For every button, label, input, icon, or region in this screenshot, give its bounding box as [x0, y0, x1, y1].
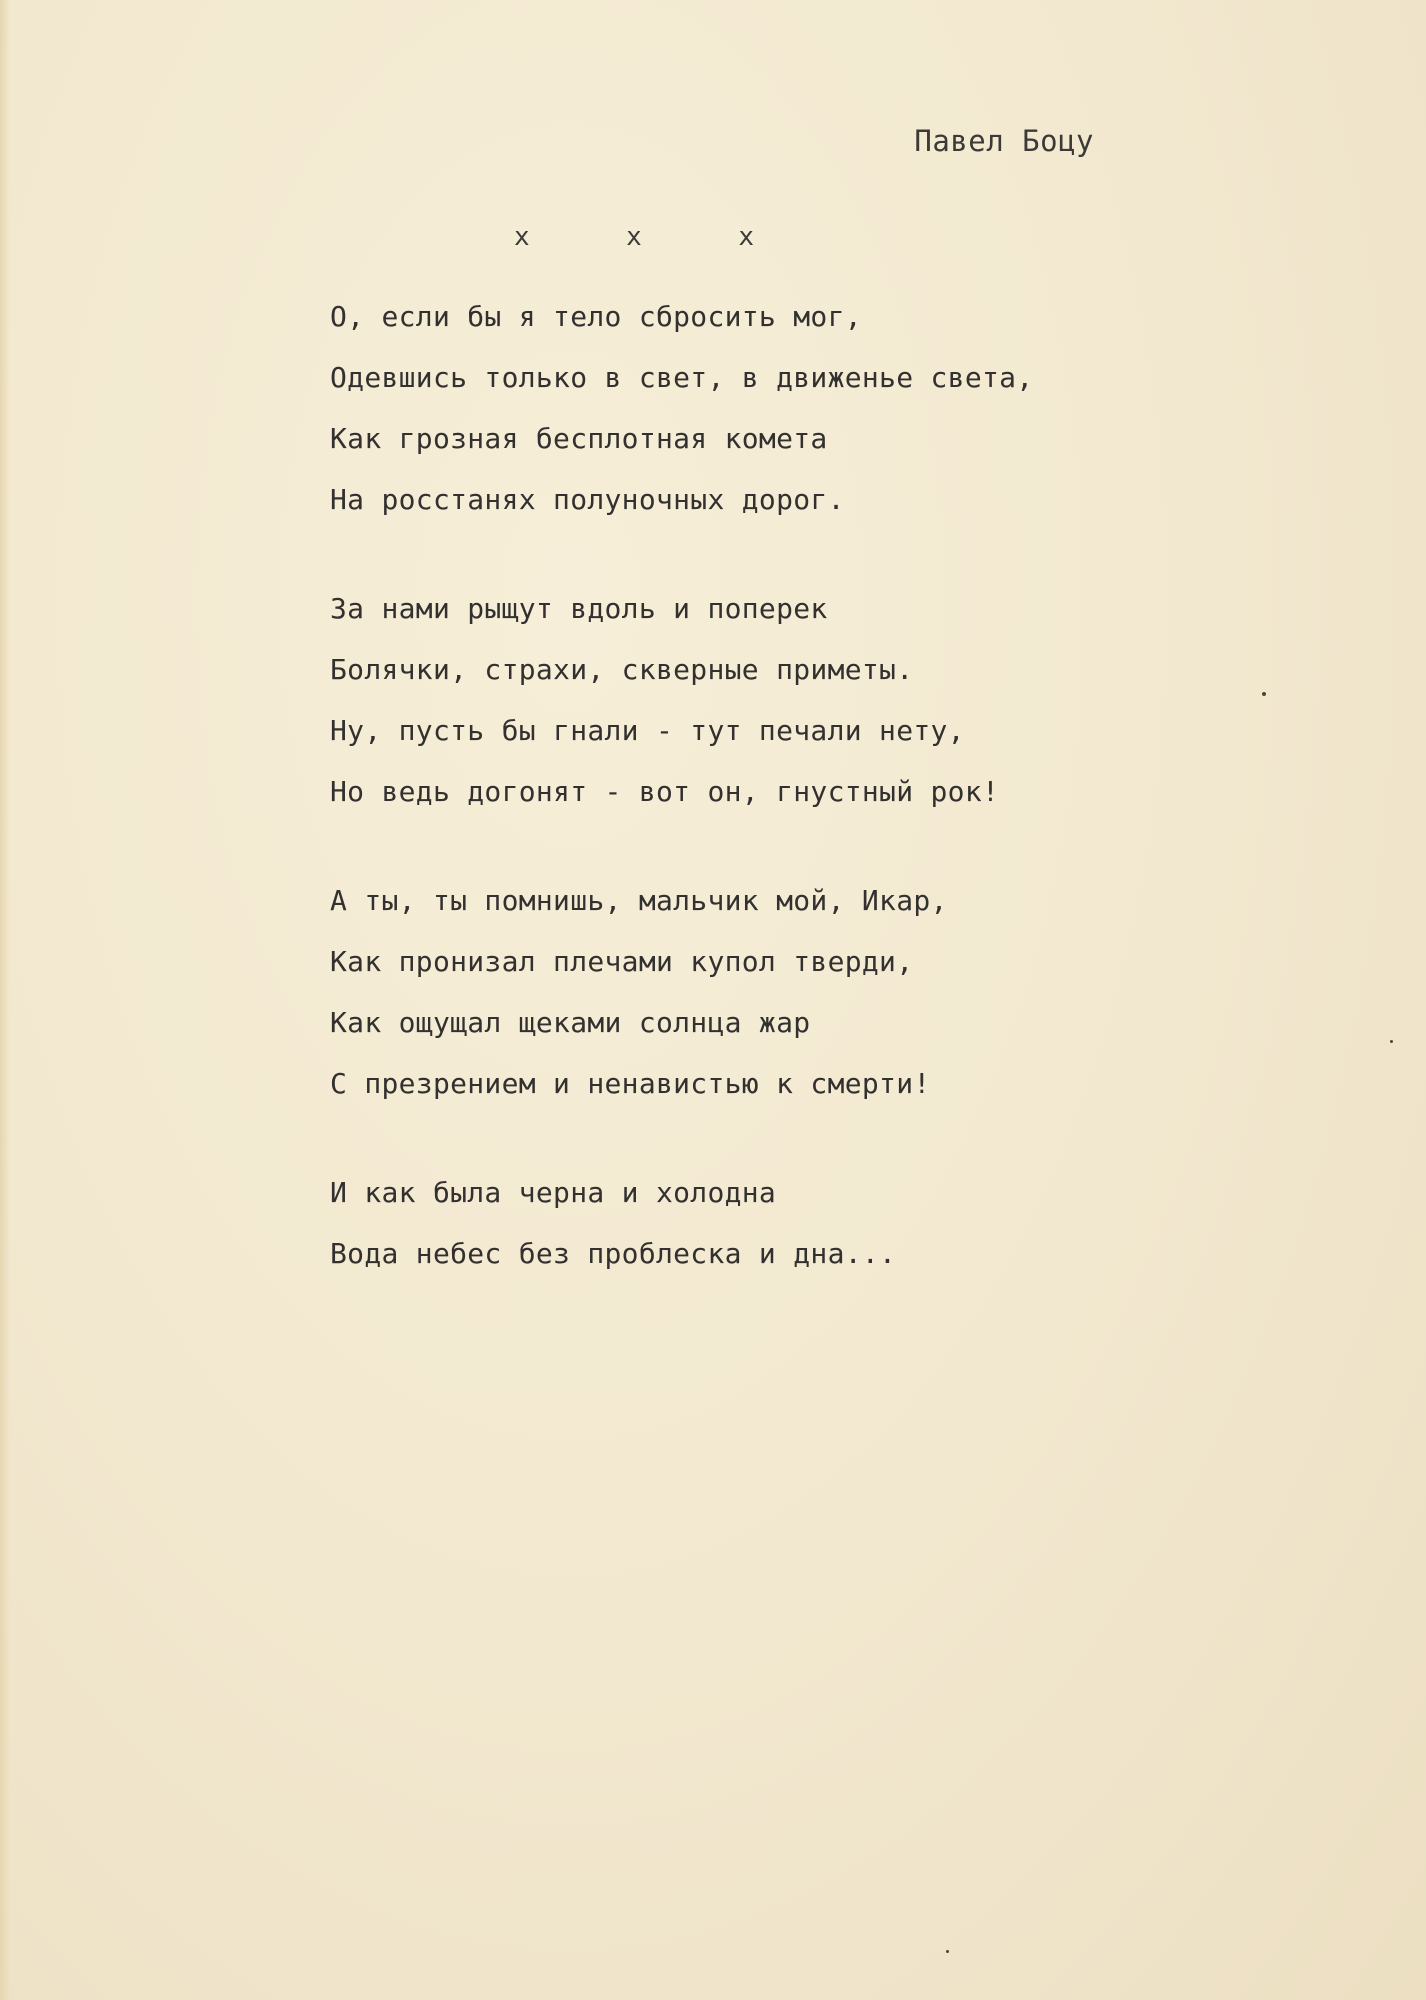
- paper-speck: [946, 1950, 949, 1953]
- poem-line: О, если бы я тело сбросить мог,: [330, 300, 862, 333]
- poem-line: Как ощущал щеками солнца жар: [330, 1006, 811, 1039]
- stanza-3: [330, 870, 1230, 1114]
- stanza-1: [330, 286, 1230, 530]
- paper-speck: [1390, 1040, 1393, 1043]
- separator-mark: x: [626, 222, 642, 252]
- poem-line: За нами рыщут вдоль и поперек: [330, 592, 828, 625]
- separator-mark: x: [738, 222, 754, 252]
- poem-line: А ты, ты помнишь, мальчик мой, Икар,: [330, 884, 948, 917]
- poem-line: С презрением и ненавистью к смерти!: [330, 1067, 931, 1100]
- separator-mark: x: [514, 222, 530, 252]
- poem-line: И как была черна и холодна: [330, 1176, 777, 1209]
- poem-line: Одевшись только в свет, в движенье света,: [330, 361, 1034, 394]
- poem-line: Болячки, страхи, скверные приметы.: [330, 653, 914, 686]
- author-name: Павел Боцу: [914, 124, 1094, 158]
- poem-line: Как грозная бесплотная комета: [330, 422, 828, 455]
- poem-line: Ну, пусть бы гнали - тут печали нету,: [330, 714, 965, 747]
- paper-speck: [1262, 692, 1266, 696]
- poem-line: На росстанях полуночных дорог.: [330, 483, 845, 516]
- stanza-2: [330, 578, 1230, 822]
- section-separator: [514, 222, 754, 252]
- poem-body: [330, 286, 1230, 1332]
- stanza-4: [330, 1162, 1230, 1284]
- poem-line: Как пронизал плечами купол тверди,: [330, 945, 914, 978]
- poem-line: Вода небес без проблеска и дна...: [330, 1237, 897, 1270]
- poem-line: Но ведь догонят - вот он, гнустный рок!: [330, 775, 1000, 808]
